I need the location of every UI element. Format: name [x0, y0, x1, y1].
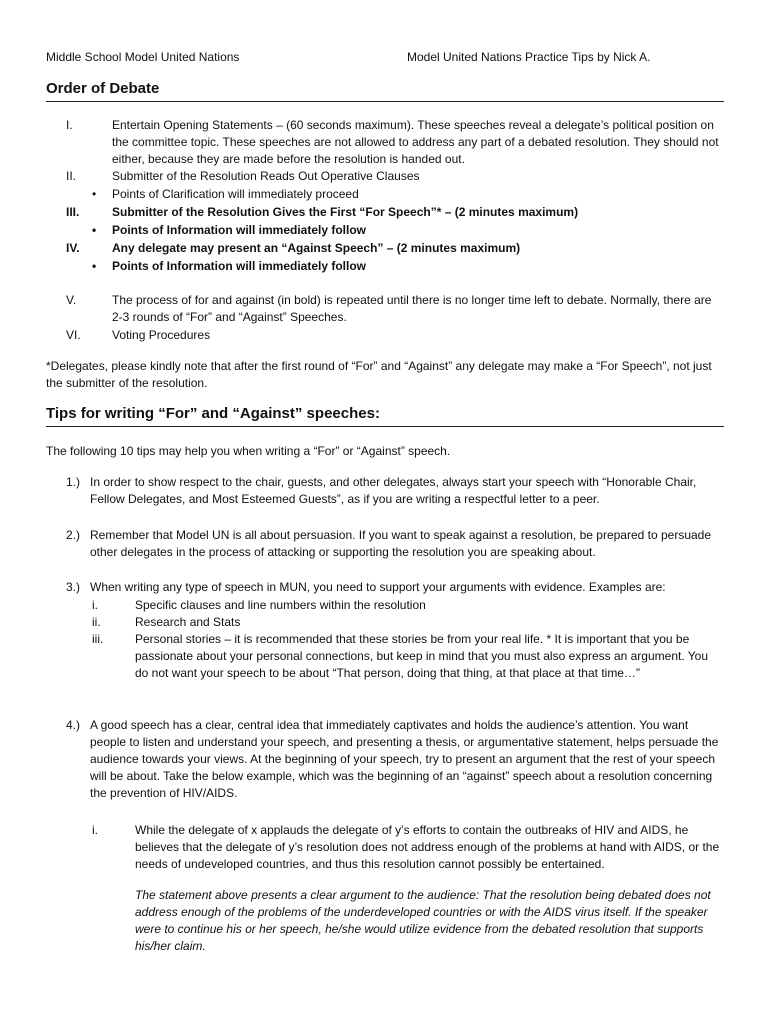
- section-title-tips: Tips for writing “For” and “Against” speeches:: [46, 405, 724, 427]
- list-item: Entertain Opening Statements – (60 seconds maximum). These speeches reveal a delegate’s political position on the committee topic. These speeches are not allowed to address any part of a debated resolution. They should not either, because they are made before the resolution is handed out.: [112, 118, 719, 166]
- commentary-text: The statement above presents a clear argument to the audience: That the resolution being debated does not address enough of the problems of the underdeveloped countries or with the AIDS virus itself. If the speaker were to continue his or her speech, he/she would utilize evidence from the debated resolution that supports his/her claim.: [135, 888, 711, 953]
- tip-text: In order to show respect to the chair, guests, and other delegates, always start your speech with “Honorable Chair, Fellow Delegates, and Most Esteemed Guests”, as if you are writing a respectful letter to a peer.: [90, 475, 697, 506]
- list-item: Any delegate may present an “Against Speech” – (2 minutes maximum): [112, 241, 521, 255]
- tip-text: When writing any type of speech in MUN, you need to support your arguments with evidence. Examples are:: [90, 580, 666, 594]
- section-title-order-of-debate: Order of Debate: [46, 80, 724, 102]
- tip-number: 2.): [66, 528, 81, 542]
- list-number: V.: [66, 293, 77, 307]
- list-item: The process of for and against (in bold) is repeated until there is no longer time left to debate. Normally, there are 2-3 rounds of “For” and “Against” Speeches.: [112, 293, 712, 324]
- list-number: II.: [66, 169, 77, 183]
- bullet: •: [92, 223, 97, 237]
- sub-number: ii.: [92, 615, 101, 629]
- tip-number: 4.): [66, 718, 81, 732]
- sub-number: i.: [92, 598, 98, 612]
- list-item: Submitter of the Resolution Reads Out Operative Clauses: [112, 169, 420, 183]
- delegates-note: *Delegates, please kindly note that after the first round of “For” and “Against” any delegate may make a “For Speech”, not just the submitter of the resolution.: [46, 359, 712, 390]
- list-item: Points of Information will immediately follow: [112, 259, 367, 273]
- tip-number: 1.): [66, 475, 81, 489]
- list-item: Points of Clarification will immediately proceed: [112, 187, 359, 201]
- tip-number: 3.): [66, 580, 81, 594]
- list-number: IV.: [66, 241, 80, 255]
- sub-text: Personal stories – it is recommended that these stories be from your real life. * It is important that you be passionate about your personal connections, but keep in mind that you must also express an argument. You do not want your speech to be about “That person, doing that thing, at that place at that time…”: [135, 632, 709, 680]
- sub-text: Research and Stats: [135, 615, 241, 629]
- list-number: I.: [66, 118, 73, 132]
- sub-text: While the delegate of x applauds the delegate of y’s efforts to contain the outbreaks of HIV and AIDS, he believes that the delegate of y’s resolution does not address enough of the problems at hand with AIDS, or the needs of undeveloped countries, and thus this resolution cannot possibly be entertained.: [135, 823, 720, 871]
- sub-number: i.: [92, 823, 98, 837]
- list-number: III.: [66, 205, 80, 219]
- list-item: Submitter of the Resolution Gives the First “For Speech”* – (2 minutes maximum): [112, 205, 579, 219]
- tip-text: A good speech has a clear, central idea that immediately captivates and holds the audience’s attention. You want people to listen and understand your speech, and presenting a thesis, or argumentative statement, helps persuade the audience towards your views. At the beginning of your speech, try to present an argument that the rest of your speech will be about. Take the below example, which was the beginning of an “against” speech about a resolution concerning the prevention of HIV/AIDS.: [90, 718, 719, 800]
- list-item: Voting Procedures: [112, 328, 211, 342]
- header-left: Middle School Model United Nations: [46, 50, 240, 64]
- header-right: Model United Nations Practice Tips by Nick A.: [407, 50, 651, 64]
- list-number: VI.: [66, 328, 81, 342]
- sub-text: Specific clauses and line numbers within the resolution: [135, 598, 426, 612]
- list-item: Points of Information will immediately follow: [112, 223, 367, 237]
- bullet: •: [92, 259, 97, 273]
- sub-number: iii.: [92, 632, 104, 646]
- bullet: •: [92, 187, 97, 201]
- tip-text: Remember that Model UN is all about persuasion. If you want to speak against a resolution, be prepared to persuade other delegates in the process of attacking or supporting the resolution you are speaking about.: [90, 528, 712, 559]
- tips-intro: The following 10 tips may help you when writing a “For” or “Against” speech.: [46, 444, 451, 458]
